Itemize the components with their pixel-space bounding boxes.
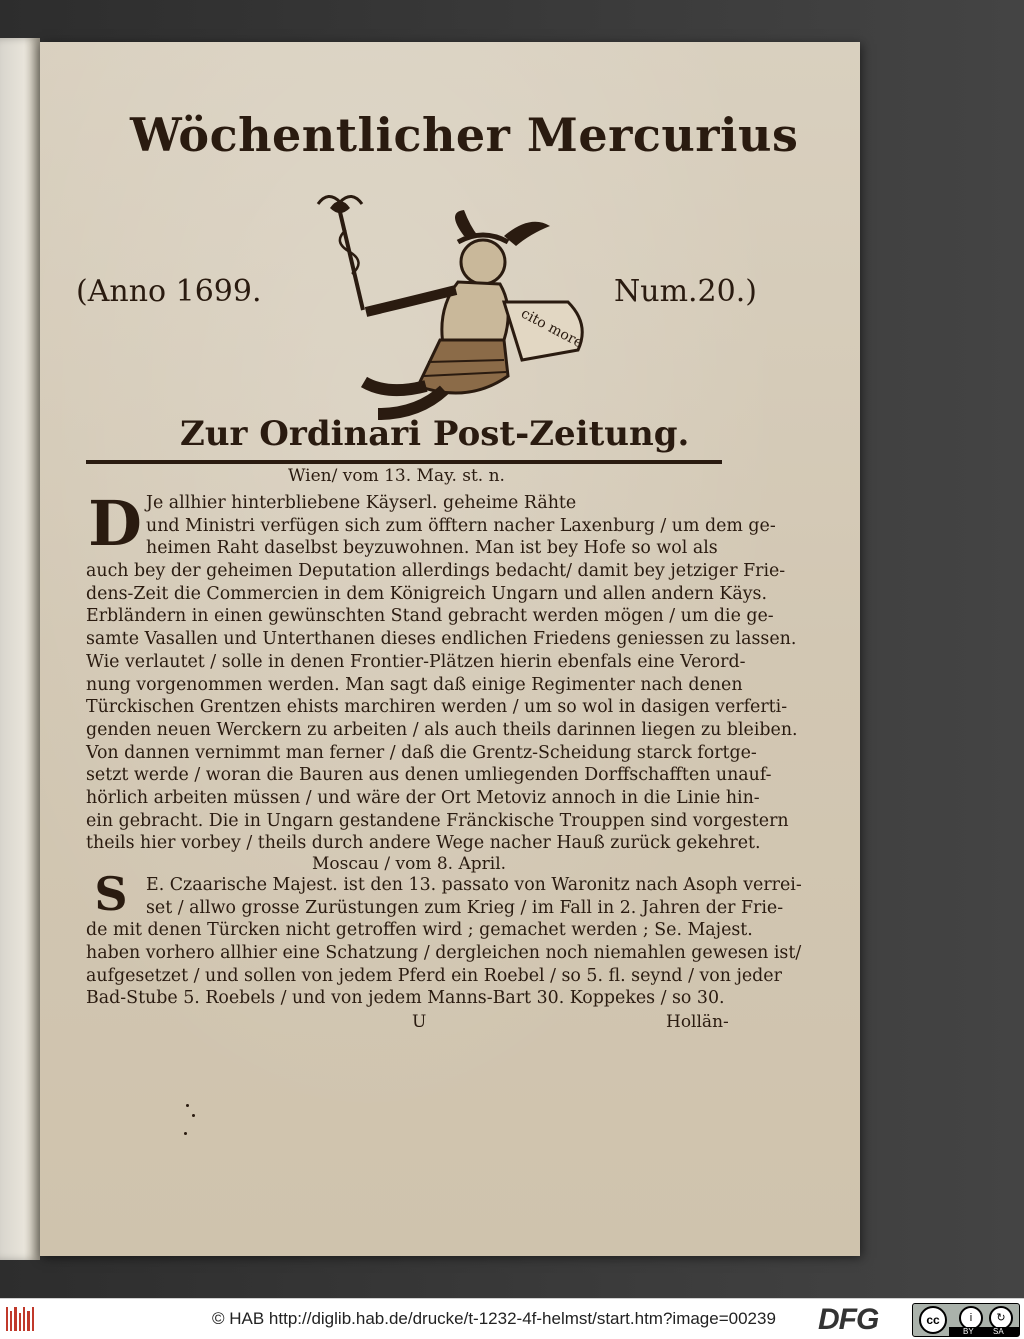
newspaper-page [40, 42, 860, 1256]
viewer-footer [0, 1298, 1024, 1339]
license-strip [949, 1327, 1019, 1336]
by-label: BY [963, 1327, 974, 1336]
article-line: Von dannen vernimmt man ferner / daß die Grentz-Scheidung starck fortge- [86, 742, 757, 763]
article-line: hörlich arbeiten müssen / und wäre der Ort Metoviz annoch in die Linie hin- [86, 787, 760, 808]
article-line: Türckischen Grentzen ehists marchiren werden / um so wol in dasigen verferti- [86, 697, 788, 718]
masthead-title: Wöchentlicher Mercurius [130, 108, 799, 162]
signature-mark: U [412, 1012, 427, 1032]
masthead-rule [86, 460, 722, 464]
sa-label: SA [993, 1327, 1004, 1336]
mercury-woodcut-illustration [268, 190, 598, 420]
article-line: Je allhier hinterbliebene Käyserl. geheime Rähte [146, 493, 577, 513]
article-line: samte Vasallen und Unterthanen dieses endlichen Friedens geniessen zu lassen. [86, 629, 797, 650]
article-line: genden neuen Werckern zu arbeiten / als auch theils darinnen liegen zu bleiben. [86, 719, 798, 740]
dropcap-d: D [88, 487, 142, 560]
article-moscau-body [86, 874, 802, 1010]
copyright-link[interactable]: © HAB http://diglib.hab.de/drucke/t-1232-4f-helmst/start.htm?image=00239 [212, 1309, 776, 1328]
catchword: Hollän- [666, 1012, 729, 1032]
article-line: de mit denen Türcken nicht getroffen wird ; gemachet werden ; Se. Majest. [86, 920, 753, 941]
article-line: nung vorgenommen werden. Man sagt daß einige Regimenter nach denen [86, 674, 743, 695]
paper-speck [186, 1104, 189, 1107]
attribution-icon: i [959, 1306, 983, 1330]
anno-year: (Anno 1699. [76, 274, 262, 309]
article-line: set / allwo grosse Zurüstungen zum Krieg / im Fall in 2. Jahren der Frie- [146, 897, 784, 918]
article-line: ein gebracht. Die in Ungarn gestandene Fränckische Trouppen sind vorgestern [86, 810, 789, 831]
dateline-wien: Wien/ vom 13. May. st. n. [288, 466, 505, 486]
article-line: auch bey der geheimen Deputation allerdings bedacht/ damit bey jetziger Frie- [86, 561, 786, 582]
dfg-logo[interactable]: DFG [818, 1303, 879, 1336]
paper-speck [184, 1132, 187, 1135]
article-line: theils hier vorbey / theils durch andere Wege nacher Hauß zurück gekehret. [86, 833, 761, 854]
cc-icon: cc [919, 1306, 947, 1334]
article-line: Erbländern in einen gewünschten Stand gebracht werden mögen / um die ge- [86, 606, 774, 627]
article-line: heimen Raht daselbst beyzuwohnen. Man ist bey Hofe so wol als [146, 538, 718, 559]
share-alike-icon: ↻ [989, 1306, 1013, 1330]
article-line: Bad-Stube 5. Roebels / und von jedem Manns-Bart 30. Koppekes / so 30. [86, 988, 725, 1009]
barcode-icon [6, 1305, 36, 1333]
banner-text: cito more [518, 305, 586, 352]
article-line: dens-Zeit die Commercien in dem Königreich Ungarn und allen andern Käys. [86, 583, 767, 604]
paper-speck [192, 1114, 195, 1117]
article-wien-body [86, 487, 798, 855]
creative-commons-license-badge[interactable] [912, 1303, 1020, 1337]
article-line: aufgesetzet / und sollen von jedem Pferd ein Roebel / so 5. fl. seynd / von jeder [86, 965, 782, 986]
article-line: haben vorhero allhier eine Schatzung / dergleichen noch niemahlen gewesen ist/ [86, 943, 802, 964]
issue-number: Num.20.) [614, 274, 757, 309]
previous-page-edge [0, 38, 40, 1260]
article-line: und Ministri verfügen sich zum öfftern nacher Laxenburg / um dem ge- [146, 515, 776, 536]
article-line: E. Czaarische Majest. ist den 13. passato von Waronitz nach Asoph verrei- [146, 875, 802, 895]
article-line: Wie verlautet / solle in denen Frontier-Plätzen hierin ebenfals eine Verord- [86, 651, 746, 672]
article-line: setzt werde / woran die Bauren aus denen umliegenden Dorffschafften unauf- [86, 765, 772, 786]
dropcap-s: S [94, 867, 128, 921]
dateline-moscau: Moscau / vom 8. April. [312, 854, 507, 874]
masthead-subtitle: Zur Ordinari Post-Zeitung. [180, 414, 690, 454]
